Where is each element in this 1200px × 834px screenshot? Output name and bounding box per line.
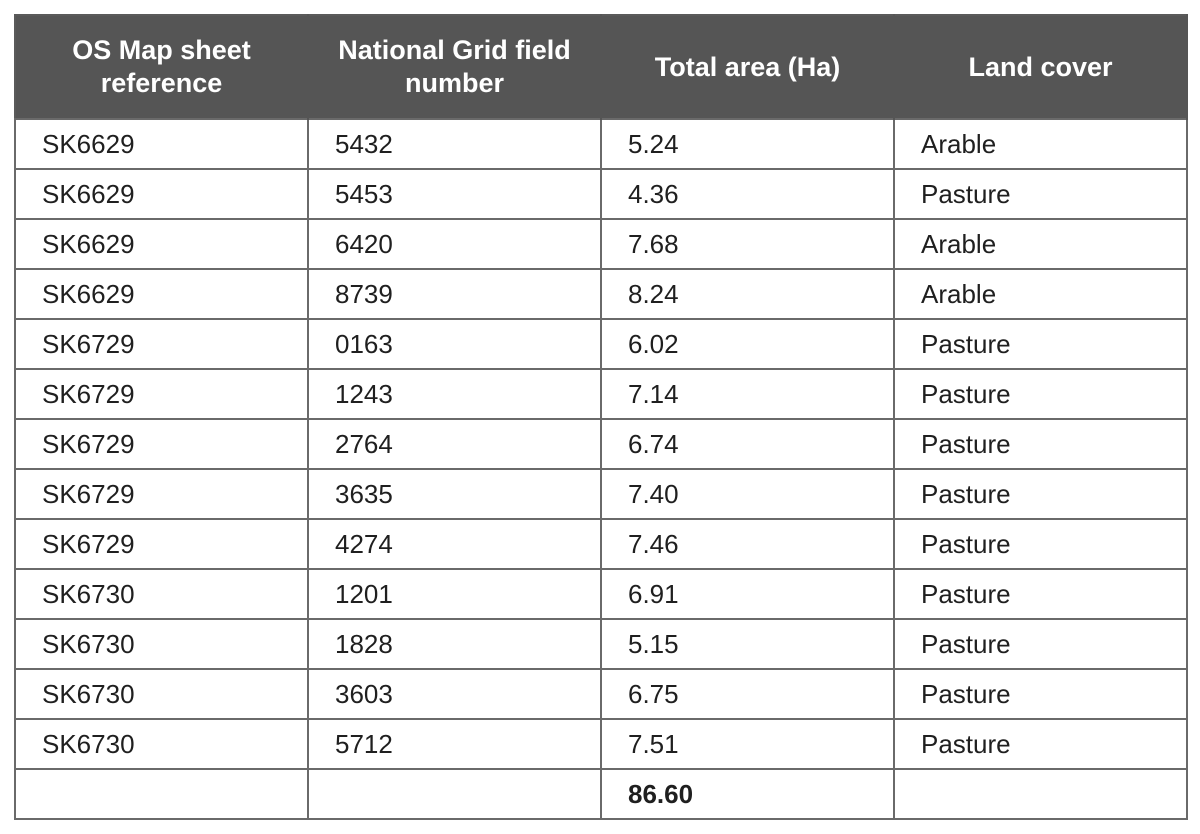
land-parcels-table bbox=[14, 14, 1188, 820]
cell-total-area: 5.15 bbox=[601, 619, 894, 669]
cell-os-map-sheet-reference: SK6729 bbox=[15, 419, 308, 469]
table-body bbox=[15, 119, 1187, 819]
cell-os-map-sheet-reference: SK6629 bbox=[15, 119, 308, 169]
cell-total-area: 8.24 bbox=[601, 269, 894, 319]
total-row bbox=[15, 769, 1187, 819]
cell-land-cover: Pasture bbox=[894, 369, 1187, 419]
total-empty-cell bbox=[308, 769, 601, 819]
cell-os-map-sheet-reference: SK6629 bbox=[15, 269, 308, 319]
cell-land-cover: Pasture bbox=[894, 419, 1187, 469]
header-total-area: Total area (Ha) bbox=[601, 15, 894, 119]
cell-os-map-sheet-reference: SK6730 bbox=[15, 619, 308, 669]
cell-national-grid-field-number: 1243 bbox=[308, 369, 601, 419]
cell-total-area: 5.24 bbox=[601, 119, 894, 169]
cell-land-cover: Pasture bbox=[894, 519, 1187, 569]
cell-land-cover: Pasture bbox=[894, 469, 1187, 519]
cell-national-grid-field-number: 4274 bbox=[308, 519, 601, 569]
cell-national-grid-field-number: 0163 bbox=[308, 319, 601, 369]
cell-land-cover: Pasture bbox=[894, 619, 1187, 669]
cell-national-grid-field-number: 5453 bbox=[308, 169, 601, 219]
cell-os-map-sheet-reference: SK6730 bbox=[15, 669, 308, 719]
cell-total-area: 6.02 bbox=[601, 319, 894, 369]
table-row bbox=[15, 569, 1187, 619]
table-header bbox=[15, 15, 1187, 119]
cell-total-area: 4.36 bbox=[601, 169, 894, 219]
cell-land-cover: Pasture bbox=[894, 319, 1187, 369]
cell-national-grid-field-number: 2764 bbox=[308, 419, 601, 469]
cell-national-grid-field-number: 1201 bbox=[308, 569, 601, 619]
cell-national-grid-field-number: 5712 bbox=[308, 719, 601, 769]
header-land-cover: Land cover bbox=[894, 15, 1187, 119]
cell-national-grid-field-number: 3635 bbox=[308, 469, 601, 519]
table-row bbox=[15, 369, 1187, 419]
cell-total-area: 7.40 bbox=[601, 469, 894, 519]
table-row bbox=[15, 219, 1187, 269]
cell-os-map-sheet-reference: SK6729 bbox=[15, 369, 308, 419]
total-empty-cell bbox=[15, 769, 308, 819]
cell-total-area: 6.74 bbox=[601, 419, 894, 469]
cell-national-grid-field-number: 3603 bbox=[308, 669, 601, 719]
cell-national-grid-field-number: 5432 bbox=[308, 119, 601, 169]
cell-land-cover: Pasture bbox=[894, 569, 1187, 619]
cell-os-map-sheet-reference: SK6729 bbox=[15, 319, 308, 369]
cell-os-map-sheet-reference: SK6730 bbox=[15, 719, 308, 769]
cell-total-area: 7.14 bbox=[601, 369, 894, 419]
table-row bbox=[15, 619, 1187, 669]
header-os-map-sheet-reference: OS Map sheet reference bbox=[15, 15, 308, 119]
cell-land-cover: Arable bbox=[894, 119, 1187, 169]
cell-land-cover: Pasture bbox=[894, 719, 1187, 769]
cell-national-grid-field-number: 8739 bbox=[308, 269, 601, 319]
header-national-grid-field-number: National Grid field number bbox=[308, 15, 601, 119]
cell-os-map-sheet-reference: SK6629 bbox=[15, 169, 308, 219]
table-row bbox=[15, 519, 1187, 569]
table-row bbox=[15, 269, 1187, 319]
cell-land-cover: Pasture bbox=[894, 669, 1187, 719]
table-row bbox=[15, 719, 1187, 769]
cell-os-map-sheet-reference: SK6729 bbox=[15, 519, 308, 569]
cell-os-map-sheet-reference: SK6729 bbox=[15, 469, 308, 519]
total-area-sum: 86.60 bbox=[601, 769, 894, 819]
cell-land-cover: Pasture bbox=[894, 169, 1187, 219]
cell-total-area: 6.91 bbox=[601, 569, 894, 619]
total-empty-cell bbox=[894, 769, 1187, 819]
cell-land-cover: Arable bbox=[894, 219, 1187, 269]
cell-national-grid-field-number: 6420 bbox=[308, 219, 601, 269]
table-row bbox=[15, 169, 1187, 219]
cell-total-area: 7.46 bbox=[601, 519, 894, 569]
table-row bbox=[15, 469, 1187, 519]
cell-total-area: 7.51 bbox=[601, 719, 894, 769]
table-row bbox=[15, 119, 1187, 169]
table-row bbox=[15, 669, 1187, 719]
table-row bbox=[15, 419, 1187, 469]
table-row bbox=[15, 319, 1187, 369]
cell-os-map-sheet-reference: SK6730 bbox=[15, 569, 308, 619]
cell-total-area: 7.68 bbox=[601, 219, 894, 269]
cell-land-cover: Arable bbox=[894, 269, 1187, 319]
cell-total-area: 6.75 bbox=[601, 669, 894, 719]
cell-national-grid-field-number: 1828 bbox=[308, 619, 601, 669]
cell-os-map-sheet-reference: SK6629 bbox=[15, 219, 308, 269]
header-row bbox=[15, 15, 1187, 119]
